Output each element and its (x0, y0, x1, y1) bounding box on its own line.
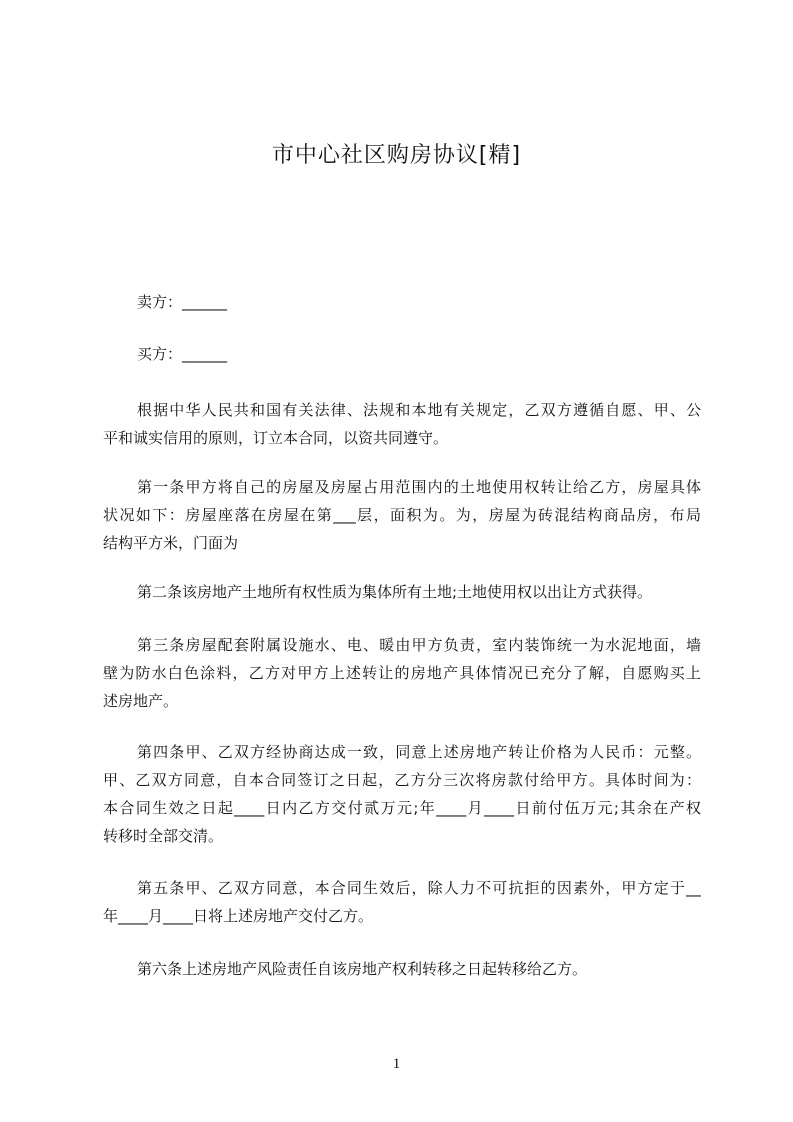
article-5-line-2: 年____月____日将上述房地产交付乙方。 (103, 907, 374, 925)
article-6-line-1: 第六条上述房地产风险责任自该房地产权利转移之日起转移给乙方。 (137, 960, 588, 978)
article-1-line-2: 状况如下：房屋座落在房屋在第___层，面积为。为，房屋为砖混结构商品房，布局 (103, 506, 701, 524)
article-3-line-1: 第三条房屋配套附属设施水、电、暖由甲方负责，室内装饰统一为水泥地面，墙 (137, 636, 701, 654)
document-title: 市中心社区购房协议[精] (271, 143, 522, 168)
article-3-line-3: 述房地产。 (103, 692, 179, 710)
article-4-line-1: 第四条甲、乙双方经协商达成一致，同意上述房地产转让价格为人民币：元整。 (137, 743, 701, 761)
article-4-line-3: 本合同生效之日起____日内乙方交付贰万元;年____月____日前付伍万元;其余在产权 (103, 799, 701, 817)
page-number: 1 (392, 1056, 401, 1072)
buyer-line: 买方：______ (137, 345, 228, 363)
article-4-line-4: 转移时全部交清。 (103, 827, 224, 845)
article-4-line-2: 甲、乙双方同意，自本合同签订之日起，乙方分三次将房款付给甲方。具体时间为： (103, 771, 701, 789)
preamble-line-1: 根据中华人民共和国有关法律、法规和本地有关规定，乙双方遵循自愿、甲、公 (137, 401, 701, 419)
article-3-line-2: 壁为防水白色涂料，乙方对甲方上述转让的房地产具体情况已充分了解，自愿购买上 (103, 664, 701, 682)
article-1-line-3: 结构平方米，门面为 (103, 534, 239, 552)
seller-line: 卖方：______ (137, 293, 228, 311)
article-2-line-1: 第二条该房地产土地所有权性质为集体所有土地;土地使用权以出让方式获得。 (137, 583, 653, 601)
article-5-line-1: 第五条甲、乙双方同意，本合同生效后，除人力不可抗拒的因素外，甲方定于__ (137, 879, 701, 897)
article-1-line-1: 第一条甲方将自己的房屋及房屋占用范围内的土地使用权转让给乙方，房屋具体 (137, 478, 701, 496)
preamble-line-2: 平和诚实信用的原则，订立本合同，以资共同遵守。 (103, 429, 449, 447)
